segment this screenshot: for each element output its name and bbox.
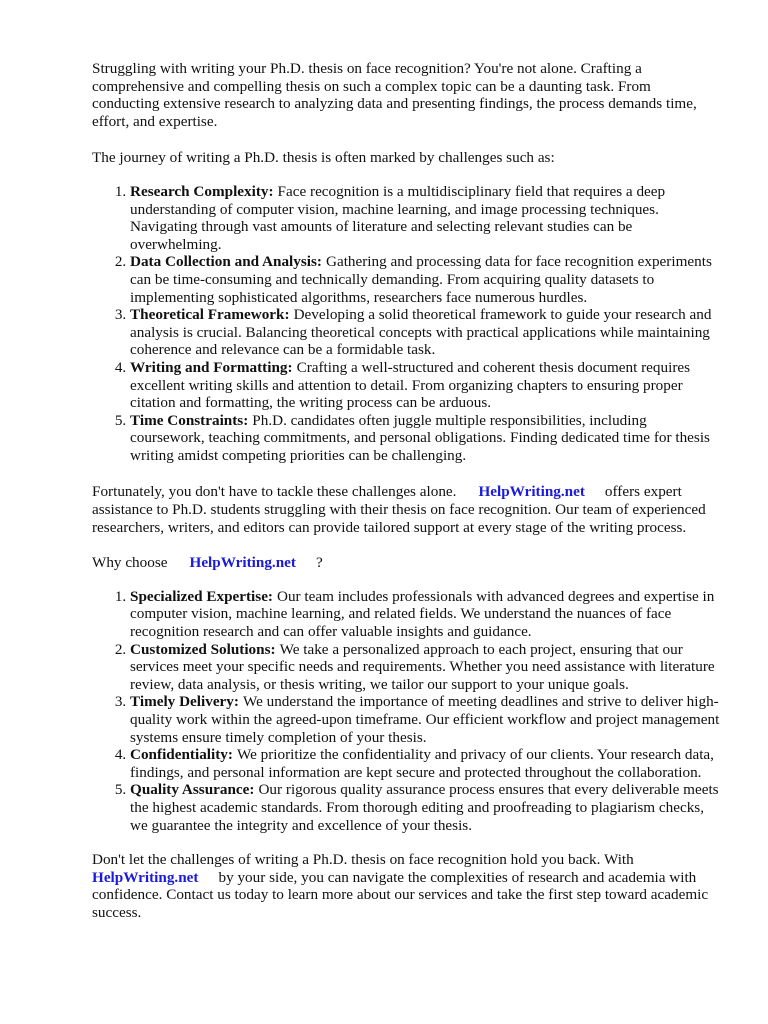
reasons-list: [92, 588, 722, 834]
reason-text: Our team includes professionals with advanced degrees and expertise in computer vision, machine learning, and related fields. We understand the nuances of face recognition research and can offer valuable insights and guidance.: [130, 587, 715, 641]
intro-paragraph: Struggling with writing your Ph.D. thesis on face recognition? You're not alone. Crafting a comprehensive and compelling thesis on such a complex topic can be a daunting task. From conducting extensive research to analyzing data and presenting findings, the process demands time, effort, and expertise.: [92, 60, 697, 130]
why-text-after: ?: [315, 554, 323, 572]
challenge-text: Ph.D. candidates often juggle multiple responsibilities, including coursework, teaching commitments, and personal obligations. Finding dedicated time for thesis writing amidst competing priorities can be challenging.: [130, 411, 710, 464]
challenge-title: Time Constraints:: [130, 411, 249, 429]
fortunately-text-before: Fortunately, you don't have to tackle these challenges alone.: [92, 483, 457, 501]
helpwriting-link[interactable]: HelpWriting.net: [478, 483, 585, 501]
reason-text: We prioritize the confidentiality and privacy of our clients. Your research data, findings, and personal information are kept secure and protected throughout the collaboration.: [130, 746, 714, 781]
why-text-before: Why choose: [92, 554, 168, 572]
reason-item: [130, 781, 722, 834]
challenge-title: Theoretical Framework:: [130, 306, 290, 324]
document-page: [92, 60, 722, 922]
challenge-item: [130, 412, 722, 465]
journey-paragraph: The journey of writing a Ph.D. thesis is often marked by challenges such as:: [92, 149, 555, 167]
final-text-before: Don't let the challenges of writing a Ph.D. thesis on face recognition hold you back. With: [92, 851, 634, 869]
final-paragraph: [92, 851, 722, 921]
reason-item: [130, 588, 722, 641]
challenge-item: [130, 306, 722, 359]
reason-title: Quality Assurance:: [130, 781, 255, 799]
challenge-text: Gathering and processing data for face recognition experiments can be time-consuming and technically demanding. From acquiring quality datasets to implementing sophisticated algorithms, researchers face numerous hurdles.: [130, 253, 712, 306]
final-text-after: by your side, you can navigate the complexities of research and academia with confidence. Contact us today to learn more about our services and take the first step toward academic success.: [92, 868, 709, 921]
reason-title: Customized Solutions:: [130, 640, 276, 658]
challenge-item: [130, 253, 722, 306]
reason-text: We understand the importance of meeting deadlines and strive to deliver high-quality work within the agreed-upon timeframe. Our efficient workflow and project management systems ensure timely completion of your thesis.: [130, 693, 720, 746]
reason-item: [130, 746, 722, 781]
challenge-text: Developing a solid theoretical framework to guide your research and analysis is crucial. Balancing theoretical concepts with practical applications while maintaining coherence and relevance can be a formidable task.: [130, 306, 712, 359]
challenge-text: Face recognition is a multidisciplinary field that requires a deep understanding of computer vision, machine learning, and image processing techniques. Navigating through vast amounts of literature and selecting relevant studies can be overwhelming.: [130, 182, 666, 253]
fortunately-text-after: offers expert assistance to Ph.D. students struggling with their thesis on face recognition. Our team of experienced researchers, writers, and editors can provide tailored support at every stage of the writing process.: [92, 483, 706, 536]
challenge-title: Data Collection and Analysis:: [130, 253, 322, 271]
challenge-text: Crafting a well-structured and coherent thesis document requires excellent writing skills and attention to detail. From organizing chapters to ensuring proper citation and formatting, the writing process can be arduous.: [130, 358, 691, 412]
why-choose-paragraph: [92, 554, 722, 572]
challenge-item: [130, 183, 722, 253]
reason-item: [130, 693, 722, 746]
reason-title: Specialized Expertise:: [130, 587, 273, 605]
reason-item: [130, 641, 722, 694]
challenge-title: Research Complexity:: [130, 182, 274, 200]
challenge-title: Writing and Formatting:: [130, 358, 293, 376]
helpwriting-link[interactable]: HelpWriting.net: [92, 868, 199, 886]
helpwriting-link[interactable]: HelpWriting.net: [189, 554, 296, 572]
reason-text: Our rigorous quality assurance process ensures that every deliverable meets the highest academic standards. From thorough editing and proofreading to plagiarism checks, we guarantee the integrity and excellence of your thesis.: [130, 781, 719, 834]
reason-text: We take a personalized approach to each project, ensuring that our services meet your specific needs and requirements. Whether you need assistance with literature review, data analysis, or thesis writing, we tailor our support to your unique goals.: [130, 640, 715, 693]
challenge-item: [130, 359, 722, 412]
reason-title: Confidentiality:: [130, 746, 233, 764]
reason-title: Timely Delivery:: [130, 693, 239, 711]
challenges-list: [92, 183, 722, 465]
fortunately-paragraph: [92, 483, 722, 536]
